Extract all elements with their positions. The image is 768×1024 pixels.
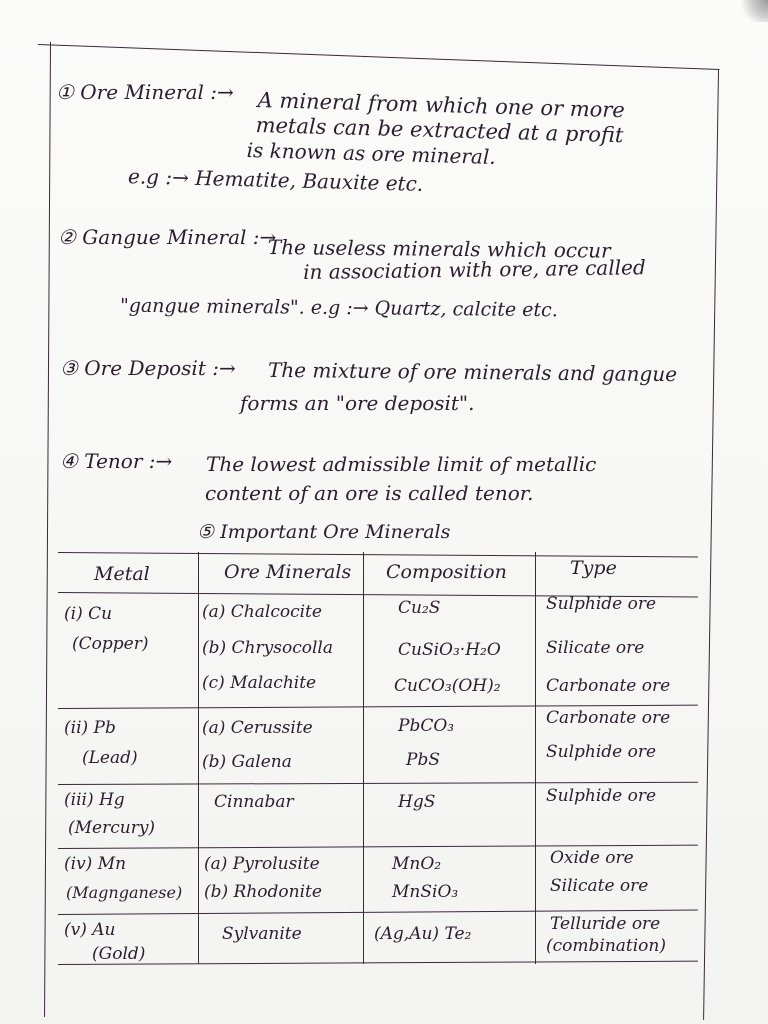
composition-cell: CuSiO₃·H₂O (398, 640, 501, 660)
composition-cell: CuCO₃(OH)₂ (394, 676, 501, 696)
note-term: ④ Tenor :→ (60, 449, 173, 473)
metal-cell: (Gold) (92, 944, 146, 964)
metal-cell: (Lead) (82, 748, 138, 768)
type-cell: Sulphide ore (546, 742, 657, 762)
note-line: A mineral from which one or more (257, 88, 626, 123)
metal-cell: (Magnganese) (66, 883, 183, 902)
mineral-cell: (b) Chrysocolla (202, 638, 333, 658)
column-header-type: Type (570, 557, 617, 579)
column-header-metal: Metal (94, 563, 150, 585)
metal-cell: (Mercury) (68, 818, 156, 838)
metal-cell: (ii) Pb (64, 718, 116, 738)
mineral-cell: (c) Malachite (202, 673, 317, 693)
type-cell: Sulphide ore (546, 786, 657, 806)
mineral-cell: Cinnabar (214, 792, 294, 812)
note-line: The mixture of ore minerals and gangue (267, 357, 678, 387)
note-line: "gangue minerals". e.g :→ Quartz, calcite etc. (119, 294, 558, 322)
table-column-rule (535, 552, 536, 964)
metal-cell: (i) Cu (64, 604, 113, 624)
left-margin-line (44, 42, 51, 1017)
right-margin-line (703, 70, 719, 1020)
composition-cell: MnO₂ (392, 854, 442, 874)
composition-cell: Cu₂S (398, 598, 441, 618)
composition-cell: PbS (406, 750, 440, 770)
note-line: forms an "ore deposit". (240, 391, 475, 415)
metal-cell: (iv) Mn (64, 854, 127, 874)
note-term: ① Ore Mineral :→ (56, 80, 234, 104)
type-cell: Carbonate ore (546, 708, 671, 728)
column-header-composition: Composition (386, 561, 507, 583)
page-corner-shadow (738, 0, 768, 22)
note-line: in association with ore, are called (303, 255, 646, 284)
note-line: The useless minerals which occur (267, 235, 611, 263)
top-margin-line (38, 44, 720, 70)
table-rule (58, 961, 698, 965)
mineral-cell: (b) Galena (202, 752, 292, 772)
metal-cell: (v) Au (64, 920, 116, 940)
type-cell: Silicate ore (546, 638, 645, 658)
table-column-rule (363, 552, 364, 964)
mineral-cell: Sylvanite (222, 924, 302, 944)
type-cell: Silicate ore (550, 876, 649, 896)
mineral-cell: (a) Pyrolusite (204, 854, 320, 874)
mineral-cell: (a) Chalcocite (202, 602, 322, 622)
type-cell: (combination) (546, 936, 666, 956)
mineral-cell: (a) Cerussite (202, 718, 313, 738)
composition-cell: MnSiO₃ (392, 882, 459, 902)
table-column-rule (198, 552, 199, 964)
type-cell: Sulphide ore (546, 594, 657, 614)
note-example: e.g :→ Hematite, Bauxite etc. (127, 164, 424, 196)
composition-cell: HgS (398, 792, 436, 812)
note-term: ③ Ore Deposit :→ (60, 356, 236, 380)
composition-cell: PbCO₃ (398, 716, 455, 736)
table-title: ⑤ Important Ore Minerals (197, 521, 451, 543)
type-cell: Oxide ore (550, 848, 634, 868)
column-header-ore-minerals: Ore Minerals (224, 561, 352, 583)
mineral-cell: (b) Rhodonite (204, 882, 322, 902)
composition-cell: (Ag,Au) Te₂ (374, 924, 472, 944)
table-rule (58, 782, 698, 785)
metal-cell: (Copper) (72, 634, 149, 654)
ore-minerals-table (58, 552, 698, 966)
note-line: content of an ore is called tenor. (205, 481, 534, 505)
metal-cell: (iii) Hg (64, 790, 125, 810)
note-line: is known as ore mineral. (246, 138, 496, 169)
note-term: ② Gangue Mineral :→ (58, 225, 277, 249)
note-line: metals can be extracted at a profit (255, 113, 624, 148)
type-cell: Telluride ore (550, 914, 661, 934)
type-cell: Carbonate ore (546, 676, 671, 696)
note-line: The lowest admissible limit of metallic (206, 452, 597, 476)
